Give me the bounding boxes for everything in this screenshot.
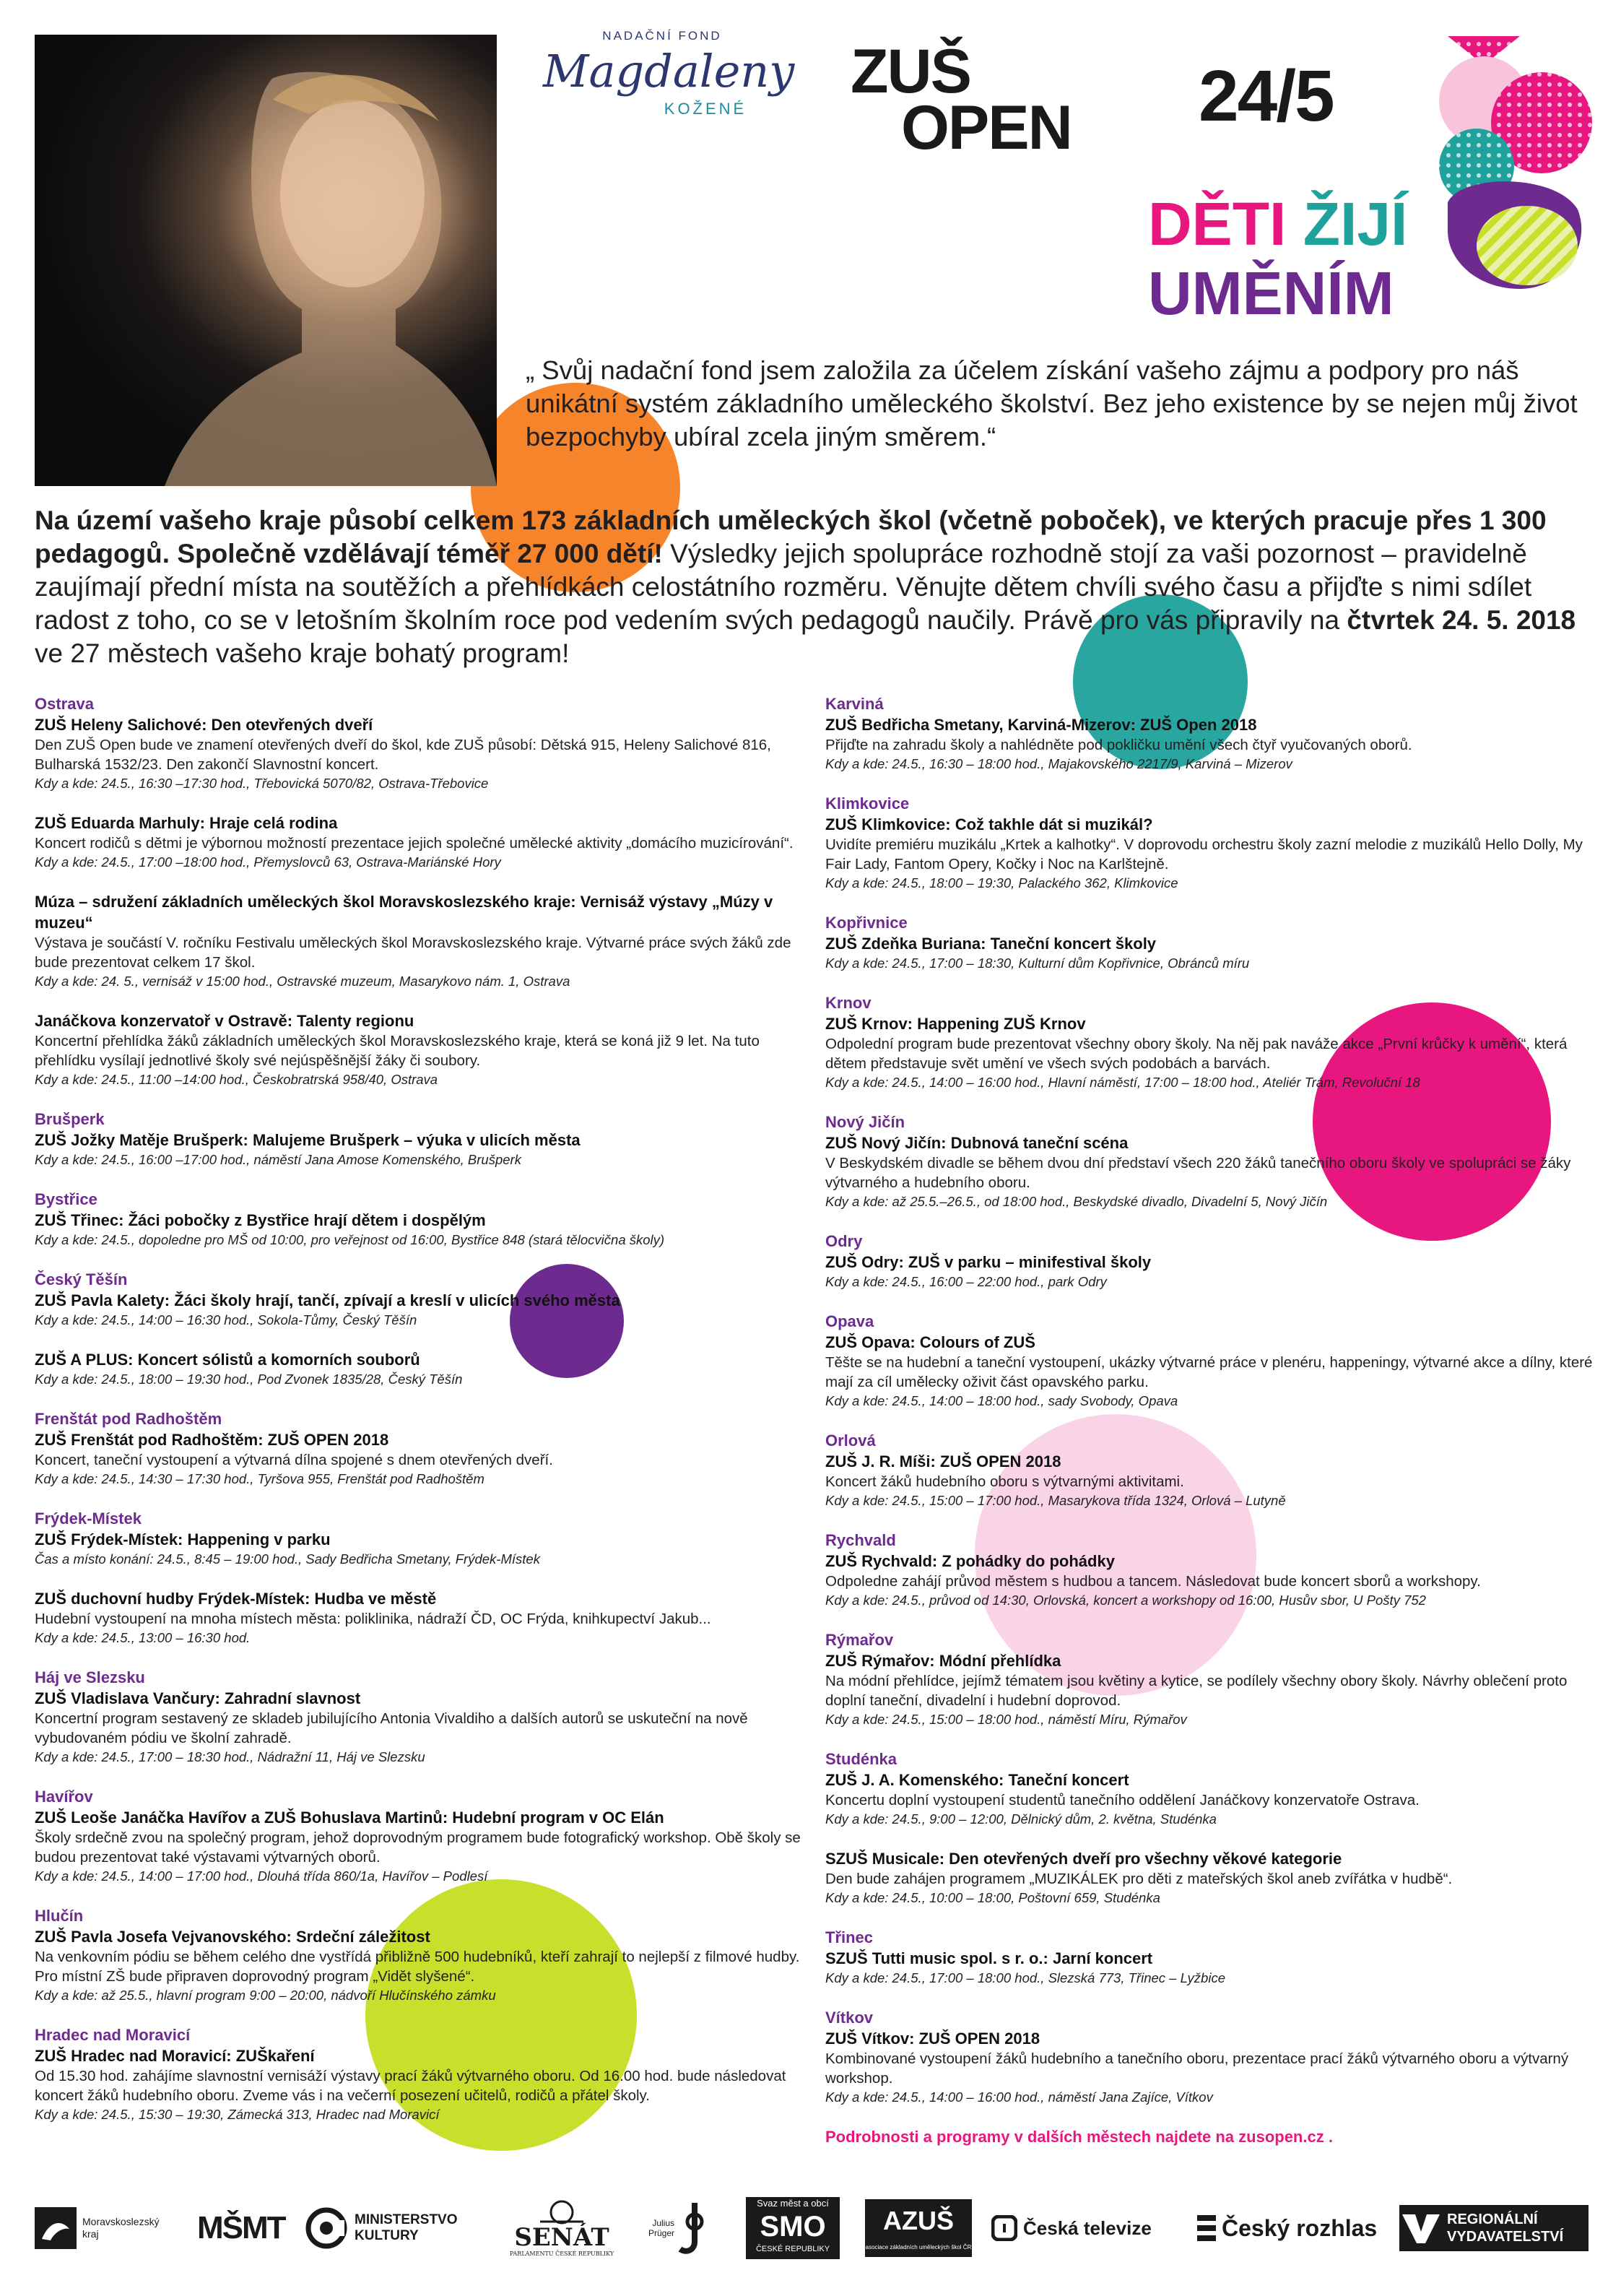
senat-sub-text: PARLAMENTU ČESKÉ REPUBLIKY: [509, 2250, 614, 2257]
event-city: Hradec nad Moravicí: [35, 2026, 191, 2044]
event-when: Kdy a kde: 24.5., 15:00 – 18:00 hod., náměstí Míru, Rýmařov: [825, 1712, 1187, 1727]
event-title: ZUŠ J. A. Komenského: Taneční koncert: [825, 1771, 1129, 1789]
event-title: ZUŠ J. R. Míši: ZUŠ OPEN 2018: [825, 1452, 1061, 1470]
event-item: [35, 1189, 814, 1249]
zus-open-logo: [851, 37, 1125, 163]
event-city: Frenštát pod Radhoštěm: [35, 1410, 222, 1428]
event-when: Kdy a kde: 24. 5., vernisáž v 15:00 hod., Ostravské muzeum, Masarykovo nám. 1, Ostrava: [35, 974, 570, 989]
event-item: [35, 1667, 814, 1767]
fund-logo: [543, 29, 795, 137]
decorative-s-graphic: [1433, 29, 1599, 296]
julius-pruger-logo: [648, 2196, 728, 2261]
event-item: [825, 1112, 1605, 1211]
event-when: Kdy a kde: 24.5., 17:00 –18:00 hod., Přemyslovců 63, Ostrava-Mariánské Hory: [35, 854, 501, 870]
event-item: [35, 1408, 814, 1489]
msk-text-1: Moravskoslezský: [82, 2216, 160, 2227]
smo-logo: [746, 2196, 843, 2261]
senat-text: SENÁT: [514, 2222, 609, 2252]
event-description: Od 15.30 hod. zahájíme slavnostní vernisáží výstavy prací žáků výtvarného oboru. Od 16.00 hod. bude následovat koncert žáků hudebního oboru. Zveme vás i na večerní posezení učitelů, rodičů a přátel školy.: [35, 2068, 786, 2104]
event-title: ZUŠ Odry: ZUŠ v parku – minifestival školy: [825, 1253, 1152, 1271]
event-description: Koncert žáků hudebního oboru s výtvarnými aktivitami.: [825, 1473, 1184, 1490]
event-item: [825, 1311, 1605, 1411]
event-title: ZUŠ Klimkovice: Což takhle dát si muzikál?: [825, 815, 1153, 833]
event-item: [825, 1430, 1605, 1510]
event-title: ZUŠ Pavla Josefa Vejvanovského: Srdeční záležitost: [35, 1928, 430, 1946]
events-left-column: [35, 693, 814, 2144]
event-when: Kdy a kde: 24.5., 16:30 –17:30 hod., Třebovická 5070/82, Ostrava-Třebovice: [35, 776, 489, 791]
event-city: Studénka: [825, 1750, 898, 1768]
event-when: Kdy a kde: 24.5., dopoledne pro MŠ od 10:00, pro veřejnost od 16:00, Bystřice 848 (stará tělocvična školy): [35, 1232, 665, 1247]
event-item: [825, 1530, 1605, 1610]
event-when: Kdy a kde: 24.5., 17:00 – 18:30, Kulturní dům Kopřivnice, Obránců míru: [825, 956, 1250, 971]
senat-logo: [490, 2196, 634, 2261]
event-title: SZUŠ Musicale: Den otevřených dveří pro všechny věkové kategorie: [825, 1850, 1342, 1868]
event-when: Kdy a kde: až 25.5.–26.5., od 18:00 hod., Beskydské divadlo, Divadelní 5, Nový Jičín: [825, 1194, 1328, 1209]
event-title: ZUŠ Bedřicha Smetany, Karviná-Mizerov: ZUŠ Open 2018: [825, 716, 1257, 734]
event-item: [35, 1905, 814, 2005]
event-description: Koncertní přehlídka žáků základních uměleckých škol Moravskoslezského kraje, která se koná již 9 let. Na tuto přehlídku vysílají jednotlivé školy své nejúspěšnější žáky či soubory.: [35, 1033, 760, 1069]
event-description: Hudební vystoupení na mnoha místech města: poliklinika, nádraží ČD, OC Frýda, knihkupectví Jakub...: [35, 1611, 711, 1627]
event-when: Kdy a kde: 24.5., 13:00 – 16:30 hod.: [35, 1630, 251, 1645]
more-info-link[interactable]: Podrobnosti a programy v dalších městech najdete na zusopen.cz .: [825, 2128, 1333, 2146]
event-item: [825, 1927, 1605, 1988]
event-title: ZUŠ Heleny Salichové: Den otevřených dveří: [35, 716, 373, 734]
event-description: Kombinované vystoupení žáků hudebního a tanečního oboru, prezentace prací žáků výtvarného oboru a výtvarný workshop.: [825, 2050, 1569, 2087]
event-description: Koncertu doplní vystoupení studentů tanečního oddělení Janáčkovy konzervatoře Ostrava.: [825, 1792, 1420, 1808]
event-item: [35, 693, 814, 793]
fund-quote: „ Svůj nadační fond jsem založila za účelem získání vašeho zájmu a podpory pro náš unikátní systém základního uměleckého školství. Bez jeho existence by se nejen můj život bezpochyby ubíral zcela jiným směrem.“: [526, 355, 1578, 451]
julius-text-1: Julius: [652, 2218, 675, 2228]
event-title: Janáčkova konzervatoř v Ostravě: Talenty regionu: [35, 1012, 414, 1030]
intro-normal-1: Výsledky jejich spolupráce rozhodně stojí za vaši pozornost – pravidelně zaujímají přední místa na soutěžích a přehlídkách celostátního rozměru. Věnujte dětem chvíli svého času a přijďte s nimi sdílet radost z toho, co se v letošním školním roce pod vedením svých pedagogů naučily. Právě pro vás připravily na: [35, 539, 1532, 635]
event-description: Na venkovním pódiu se během celého dne vystřídá přibližně 500 hudebníků, kteří zahrají to nejlepší z filmové hudby. Pro místní ZŠ bude připraven doprovodný program „Vidět slyšené“.: [35, 1949, 800, 1985]
azus-logo: [865, 2196, 973, 2261]
event-city: Český Těšín: [35, 1270, 128, 1288]
event-title: SZUŠ Tutti music spol. s r. o.: Jarní koncert: [825, 1949, 1153, 1967]
event-when: Kdy a kde: 24.5., 15:00 – 17:00 hod., Masarykova třída 1324, Orlová – Lutyně: [825, 1493, 1286, 1508]
event-city: Odry: [825, 1232, 863, 1250]
event-description: Koncert rodičů s dětmi je výbornou možností prezentace jejich společné umělecké aktivity „domácího muzicírování“.: [35, 835, 794, 852]
slogan-word-2: ŽIJÍ: [1303, 190, 1408, 258]
event-title: ZUŠ Rýmařov: Módní přehlídka: [825, 1652, 1061, 1670]
rv-text-1: REGIONÁLNÍ: [1447, 2211, 1538, 2227]
events-right-list: [825, 693, 1605, 2107]
event-city: Rychvald: [825, 1531, 896, 1549]
event-when: Kdy a kde: 24.5., 14:30 – 17:30 hod., Tyršova 955, Frenštát pod Radhoštěm: [35, 1471, 484, 1486]
event-when: Kdy a kde: až 25.5., hlavní program 9:00 – 20:00, nádvoří Hlučínského zámku: [35, 1988, 496, 2003]
event-when: Kdy a kde: 24.5., 10:00 – 18:00, Poštovní 659, Studénka: [825, 1890, 1160, 1905]
ceska-televize-logo: [991, 2196, 1222, 2261]
event-city: Karviná: [825, 695, 884, 713]
event-title: ZUŠ Krnov: Happening ZUŠ Krnov: [825, 1015, 1086, 1033]
azus-sub-text: asociace základních uměleckých škol ČR: [865, 2244, 972, 2250]
mk-c-icon: [305, 2207, 347, 2249]
event-title: ZUŠ Jožky Matěje Brušperk: Malujeme Brušperk – výuka v ulicích města: [35, 1131, 581, 1149]
msk-text-2: kraj: [82, 2228, 99, 2240]
event-description: Odpoledne zahájí průvod městem s hudbou a tancem. Následovat bude koncert sborů a workshopy.: [825, 1573, 1481, 1590]
event-title: ZUŠ Frýdek-Místek: Happening v parku: [35, 1530, 331, 1548]
event-description: Den bude zahájen programem „MUZIKÁLEK pro děti z mateřských škol aneb zvířátka v hudbě“.: [825, 1871, 1453, 1887]
event-when: Kdy a kde: 24.5., 16:00 –17:00 hod., náměstí Jana Amose Komenského, Brušperk: [35, 1152, 521, 1167]
event-title: Múza – sdružení základních uměleckých škol Moravskoslezského kraje: Vernisáž výstavy „Múzy v muzeu“: [35, 893, 773, 932]
portrait-photo: [35, 35, 497, 486]
regionalni-vydavatelstvi-logo: [1399, 2196, 1594, 2261]
event-item: [35, 1269, 814, 1330]
event-title: ZUŠ Hradec nad Moravicí: ZUŠkaření: [35, 2047, 315, 2065]
event-title: ZUŠ Nový Jičín: Dubnová taneční scéna: [825, 1134, 1129, 1152]
event-item: [35, 1349, 814, 1389]
event-item: [825, 693, 1605, 774]
event-title: ZUŠ Eduarda Marhuly: Hraje celá rodina: [35, 814, 338, 832]
event-item: [825, 793, 1605, 893]
fund-small-text: NADAČNÍ FOND: [602, 29, 722, 43]
zus-logo-line2: OPEN: [901, 93, 1072, 163]
event-item: [35, 1010, 814, 1089]
event-item: [35, 1588, 814, 1647]
event-city: Havířov: [35, 1788, 93, 1806]
event-when: Kdy a kde: 24.5., 17:00 – 18:30 hod., Nádražní 11, Háj ve Slezsku: [35, 1749, 425, 1764]
event-when: Kdy a kde: 24.5., 16:00 – 22:00 hod., park Odry: [825, 1274, 1107, 1289]
slogan-word-3: UMĚNÍM: [1148, 259, 1394, 327]
event-title: ZUŠ Frenštát pod Radhoštěm: ZUŠ OPEN 2018: [35, 1431, 389, 1449]
event-city: Klimkovice: [825, 794, 910, 813]
msk-kraj-logo: [35, 2196, 165, 2261]
cesky-rozhlas-logo: [1197, 2196, 1421, 2261]
julius-j-icon: [674, 2200, 708, 2256]
decorative-s-svg: [1433, 29, 1599, 296]
smo-sub-text: ČESKÉ REPUBLIKY: [755, 2245, 830, 2253]
smo-top-text: Svaz měst a obcí: [757, 2198, 829, 2209]
event-when: Kdy a kde: 24.5., 18:00 – 19:30, Palackého 362, Klimkovice: [825, 875, 1178, 891]
event-city: Bystřice: [35, 1190, 97, 1208]
event-city: Háj ve Slezsku: [35, 1668, 145, 1686]
event-when: Kdy a kde: 24.5., 14:00 – 18:00 hod., sady Svobody, Opava: [825, 1393, 1178, 1408]
msk-emblem-icon: [35, 2207, 77, 2249]
event-item: [35, 1508, 814, 1569]
julius-text-2: Prüger: [648, 2228, 675, 2238]
event-when: Kdy a kde: 24.5., 16:30 – 18:00 hod., Majakovského 2217/9, Karviná – Mizerov: [825, 756, 1292, 771]
event-description: Přijďte na zahradu školy a nahlédněte pod pokličku umění všech čtyř vyučovaných oborů.: [825, 737, 1412, 753]
event-description: Koncert, taneční vystoupení a výtvarná dílna spojené s dnem otevřených dveří.: [35, 1452, 553, 1468]
senat-emblem-icon: [536, 2200, 587, 2224]
ct-icon: [991, 2215, 1017, 2241]
event-date-big: 24/5: [1199, 56, 1334, 137]
portrait-silhouette: [35, 35, 497, 486]
intro-bold-1: Na území vašeho kraje působí celkem 173 základních uměleckých škol (včetně poboček), ve kterých pracuje přes 1 300 pedagogů. Společně vzdělávají téměř 27 000 dětí!: [35, 506, 1547, 568]
rv-text-2: VYDAVATELSTVÍ: [1447, 2229, 1564, 2245]
event-description: Koncertní program sestavený ze skladeb jubilujícího Antonia Vivaldiho a dalších autorů se uskuteční na nově vybudovaném pódiu ve školní zahradě.: [35, 1710, 748, 1746]
event-description: Výstava je součástí V. ročníku Festivalu uměleckých škol Moravskoslezského kraje. Výtvarné práce svých žáků zde bude prezentovat celkem 17 škol.: [35, 935, 791, 971]
event-description: Odpolední program bude prezentovat všechny obory školy. Na něj pak naváže akce „První krůčky k umění“, která dětem představuje svět umění ve všech svých podobách a barvách.: [825, 1036, 1568, 1072]
slogan: [1148, 189, 1407, 328]
event-title: ZUŠ Opava: Colours of ZUŠ: [825, 1333, 1035, 1351]
event-when: Kdy a kde: 24.5., 14:00 – 16:30 hod., Sokola-Tůmy, Český Těšín: [35, 1312, 417, 1327]
event-item: [825, 1848, 1605, 1907]
event-description: V Beskydském divadle se během dvou dní představí všech 220 žáků tanečního oboru školy ve spolupráci se žáky výtvarného a hudebního oboru.: [825, 1155, 1571, 1191]
event-description: Na módní přehlídce, jejímž tématem jsou květiny a kytice, se podílely všechny obory školy. Návrhy oblečení proto doplní taneční, divadelní i hudební doprovod.: [825, 1673, 1568, 1709]
event-city: Nový Jičín: [825, 1113, 905, 1131]
intro-paragraph: [35, 504, 1609, 670]
fund-script-name: Magdaleny: [543, 45, 795, 98]
rv-v-icon: [1399, 2210, 1443, 2246]
event-when: Kdy a kde: 24.5., průvod od 14:30, Orlovská, koncert a workshopy od 16:00, Husův sbor, U Pošty 752: [825, 1593, 1426, 1608]
event-item: [35, 1786, 814, 1886]
fund-kozene-text: KOŽENÉ: [664, 100, 747, 118]
event-city: Orlová: [825, 1431, 876, 1450]
event-when: Kdy a kde: 24.5., 9:00 – 12:00, Dělnický dům, 2. května, Studénka: [825, 1811, 1217, 1827]
event-city: Frýdek-Místek: [35, 1509, 142, 1528]
event-city: Ostrava: [35, 695, 94, 713]
mk-text-2: KULTURY: [355, 2228, 419, 2243]
event-title: ZUŠ A PLUS: Koncert sólistů a komorních souborů: [35, 1351, 420, 1369]
event-item: [825, 2007, 1605, 2107]
event-title: ZUŠ Vladislava Vančury: Zahradní slavnost: [35, 1689, 361, 1707]
event-when: Kdy a kde: 24.5., 15:30 – 19:30, Zámecká 313, Hradec nad Moravicí: [35, 2107, 440, 2122]
event-city: Krnov: [825, 994, 872, 1012]
cro-text: Český rozhlas: [1222, 2214, 1378, 2241]
intro-bold-date: čtvrtek 24. 5. 2018: [1347, 605, 1576, 635]
event-city: Opava: [825, 1312, 874, 1330]
event-when: Kdy a kde: 24.5., 14:00 – 17:00 hod., Dlouhá třída 860/1a, Havířov – Podlesí: [35, 1868, 488, 1884]
event-title: ZUŠ Třinec: Žáci pobočky z Bystřice hrají dětem i dospělým: [35, 1211, 486, 1229]
event-title: ZUŠ Pavla Kalety: Žáci školy hrají, tančí, zpívají a kreslí v ulicích svého města: [35, 1291, 620, 1309]
event-description: Těšte se na hudební a taneční vystoupení, ukázky výtvarné práce v plenéru, happeningy, výtvarné akce a dílny, které mají za cíl umělecky oživit část opavského parku.: [825, 1354, 1593, 1390]
event-item: [35, 891, 814, 991]
event-title: ZUŠ Rychvald: Z pohádky do pohádky: [825, 1552, 1115, 1570]
event-item: [35, 1109, 814, 1169]
zus-logo-line1: ZUŠ: [851, 37, 970, 106]
event-item: [825, 912, 1605, 973]
events-right-column: [825, 693, 1605, 2148]
event-title: ZUŠ Leoše Janáčka Havířov a ZUŠ Bohuslava Martinů: Hudební program v OC Elán: [35, 1808, 664, 1827]
sponsor-logos: [35, 2196, 1594, 2261]
event-city: Hlučín: [35, 1907, 84, 1925]
mk-text-1: MINISTERSTVO: [355, 2212, 458, 2227]
azus-text: AZUŠ: [883, 2206, 954, 2235]
event-item: [825, 992, 1605, 1092]
event-city: Rýmařov: [825, 1631, 894, 1649]
event-title: ZUŠ duchovní hudby Frýdek-Místek: Hudba ve městě: [35, 1590, 437, 1608]
event-city: Třinec: [825, 1928, 874, 1946]
event-title: ZUŠ Vítkov: ZUŠ OPEN 2018: [825, 2029, 1040, 2048]
cro-icon: [1197, 2215, 1216, 2241]
event-when: Kdy a kde: 24.5., 14:00 – 16:00 hod., Hlavní náměstí, 17:00 – 18:00 hod., Ateliér Trám, Revoluční 18: [825, 1075, 1420, 1090]
event-when: Kdy a kde: 24.5., 11:00 –14:00 hod., Českobratrská 958/40, Ostrava: [35, 1072, 438, 1087]
event-when: Kdy a kde: 24.5., 18:00 – 19:30 hod., Pod Zvonek 1835/28, Český Těšín: [35, 1372, 463, 1387]
intro-normal-2: ve 27 městech vašeho kraje bohatý program!: [35, 638, 570, 668]
event-title: ZUŠ Zdeňka Buriana: Taneční koncert školy: [825, 935, 1157, 953]
event-description: Uvidíte premiéru muzikálu „Krtek a kalhotky“. V doprovodu orchestru školy zazní melodie z muzikálů Hello Dolly, My Fair Lady, Fantom Opery, Kočky i Noc na Karlštejně.: [825, 836, 1583, 872]
event-item: [825, 1629, 1605, 1729]
event-item: [825, 1231, 1605, 1291]
event-item: [35, 2024, 814, 2124]
event-city: Vítkov: [825, 2009, 874, 2027]
ct-text: Česká televize: [1023, 2217, 1152, 2239]
event-item: [35, 813, 814, 872]
ministerstvo-kultury-logo: [305, 2196, 471, 2261]
event-description: Den ZUŠ Open bude ve znamení otevřených dveří do škol, kde ZUŠ působí: Dětská 915, Heleny Salichové 816, Bulharská 1532/23. Den zakončí Slavnostní koncert.: [35, 737, 771, 773]
event-city: Kopřivnice: [825, 914, 908, 932]
event-description: Školy srdečně zvou na společný program, jehož doprovodným programem bude fotografický workshop. Obě školy se budou prezentovat také výstavami výtvarných oborů.: [35, 1829, 801, 1866]
event-when: Kdy a kde: 24.5., 17:00 – 18:00 hod., Slezská 773, Třinec – Lyžbice: [825, 1970, 1225, 1985]
event-item: [825, 1749, 1605, 1829]
event-city: Brušperk: [35, 1110, 105, 1128]
smo-text: SMO: [760, 2211, 826, 2243]
slogan-word-1: DĚTI: [1148, 190, 1287, 258]
event-when: Čas a místo konání: 24.5., 8:45 – 19:00 hod., Sady Bedřicha Smetany, Frýdek-Místek: [35, 1551, 540, 1567]
event-when: Kdy a kde: 24.5., 14:00 – 16:00 hod., náměstí Jana Zajíce, Vítkov: [825, 2089, 1213, 2105]
msmt-logo: MŠMT: [197, 2210, 285, 2245]
